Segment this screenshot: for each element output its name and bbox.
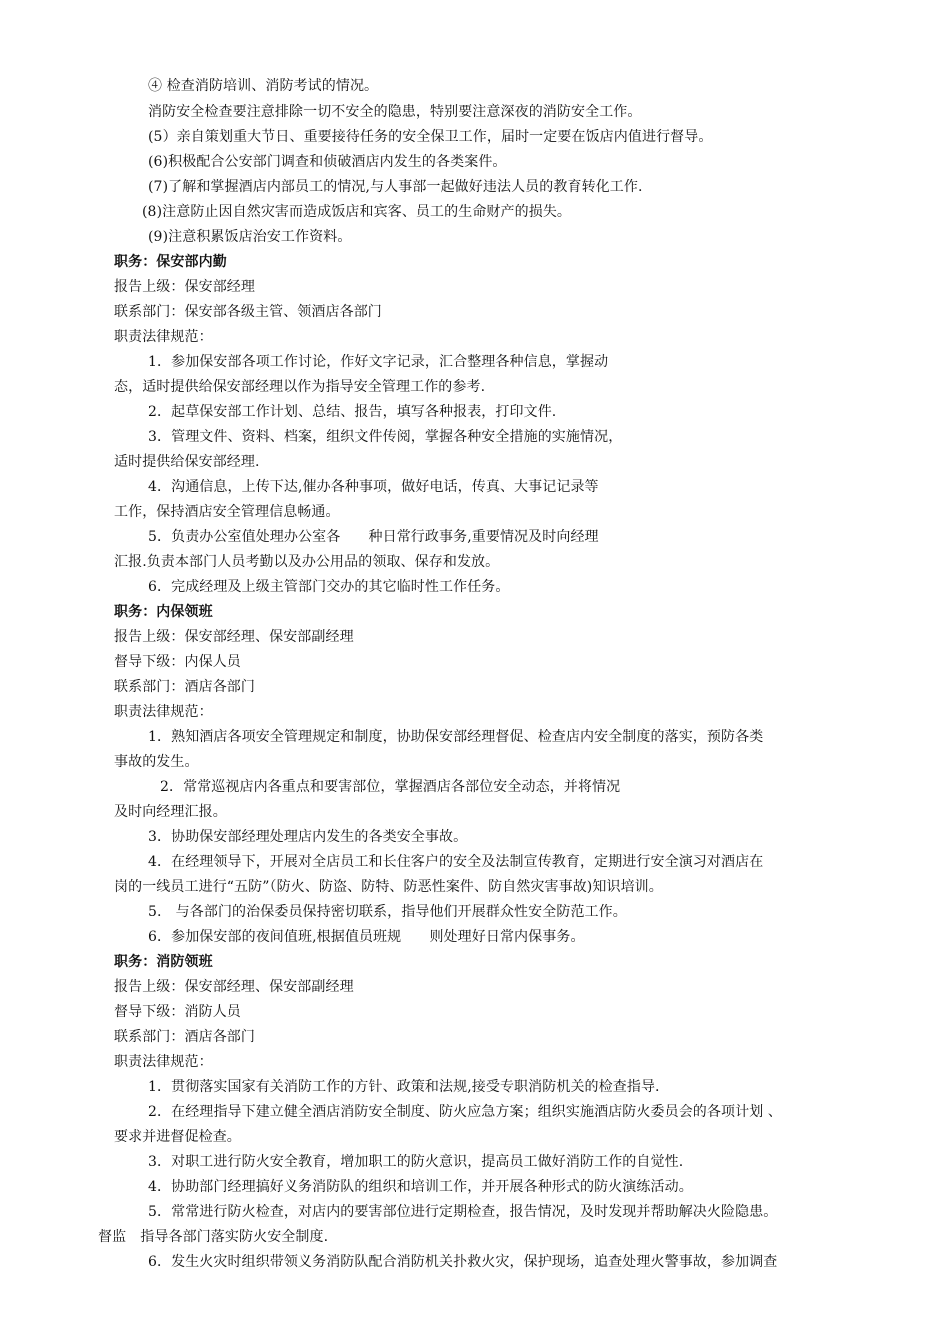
text-line: 2．起草保安部工作计划、总结、报告，填写各种报表，打印文件. — [148, 404, 557, 420]
text-line: 岗的一线员工进行“五防”（防火、防盗、防特、防恶性案件、防自然灾害事故)知识培训。 — [114, 879, 663, 895]
text-line: 督监 指导各部门落实防火安全制度. — [98, 1229, 329, 1245]
text-line: 5．负责办公室值处理办公室各 种日常行政事务,重要情况及时向经理 — [148, 529, 599, 545]
text-line: 报告上级：保安部经理、保安部副经理 — [114, 629, 354, 645]
text-line: 联系部门：酒店各部门 — [114, 679, 255, 695]
text-line: (6)积极配合公安部门调查和侦破酒店内发生的各类案件。 — [148, 154, 507, 170]
text-line: 3．协助保安部经理处理店内发生的各类安全事故。 — [148, 829, 468, 845]
text-line: ④ 检查消防培训、消防考试的情况。 — [148, 78, 379, 94]
text-line: 职责法律规范： — [114, 704, 213, 720]
text-line: 督导下级：内保人员 — [114, 654, 241, 670]
text-line: 工作，保持酒店安全管理信息畅通。 — [114, 504, 340, 520]
text-line: 适时提供给保安部经理. — [114, 454, 260, 470]
text-line: 6．参加保安部的夜间值班,根据值员班规 则处理好日常内保事务。 — [148, 929, 585, 945]
text-line: 事故的发生。 — [114, 754, 199, 770]
text-line: 3．管理文件、资料、档案，组织文件传阅，掌握各种安全措施的实施情况， — [148, 429, 623, 445]
text-line: 职责法律规范： — [114, 329, 213, 345]
text-line: 2．常常巡视店内各重点和要害部位，掌握酒店各部位安全动态，并将情况 — [160, 779, 621, 795]
text-line: (5）亲自策划重大节日、重要接待任务的安全保卫工作，届时一定要在饭店内值进行督导。 — [148, 129, 713, 145]
text-line: 2．在经理指导下建立健全酒店消防安全制度、防火应急方案；组织实施酒店防火委员会的各项计划 、 — [148, 1104, 782, 1120]
text-line: 3．对职工进行防火安全教育，增加职工的防火意识，提高员工做好消防工作的自觉性. — [148, 1154, 684, 1170]
text-line: (8)注意防止因自然灾害而造成饭店和宾客、员工的生命财产的损失。 — [142, 204, 572, 220]
text-line: (7)了解和掌握酒店内部员工的情况,与人事部一起做好违法人员的教育转化工作. — [148, 179, 643, 195]
text-line: 报告上级：保安部经理、保安部副经理 — [114, 979, 354, 995]
section-heading: 职务：内保领班 — [114, 604, 213, 620]
text-line: 6．完成经理及上级主管部门交办的其它临时性工作任务。 — [148, 579, 510, 595]
section-heading: 职务：保安部内勤 — [114, 254, 227, 270]
text-line: 5．常常进行防火检查，对店内的要害部位进行定期检查，报告情况，及时发现并帮助解决火险隐患。 — [148, 1204, 778, 1220]
text-line: 5. 与各部门的治保委员保持密切联系，指导他们开展群众性安全防范工作。 — [148, 904, 627, 920]
text-line: 职责法律规范： — [114, 1054, 213, 1070]
text-line: 1．熟知酒店各项安全管理规定和制度，协助保安部经理督促、检查店内安全制度的落实，预防各类 — [148, 729, 764, 745]
text-line: 报告上级：保安部经理 — [114, 279, 255, 295]
text-line: 4．在经理领导下，开展对全店员工和长住客户的安全及法制宣传教育，定期进行安全演习对酒店在 — [148, 854, 764, 870]
text-line: 要求并进督促检查。 — [114, 1129, 241, 1145]
text-line: 1．参加保安部各项工作讨论，作好文字记录，汇合整理各种信息，掌握动 — [148, 354, 609, 370]
text-line: 6．发生火灾时组织带领义务消防队配合消防机关扑救火灾，保护现场，追查处理火警事故，参加调查 — [148, 1254, 778, 1270]
text-line: 态，适时提供给保安部经理以作为指导安全管理工作的参考. — [114, 379, 486, 395]
text-line: 4．沟通信息，上传下达,催办各种事项，做好电话，传真、大事记记录等 — [148, 479, 599, 495]
text-line: 汇报.负责本部门人员考勤以及办公用品的领取、保存和发放。 — [114, 554, 500, 570]
section-heading: 职务：消防领班 — [114, 954, 213, 970]
text-line: 联系部门：保安部各级主管、领酒店各部门 — [114, 304, 382, 320]
text-line: 1．贯彻落实国家有关消防工作的方针、政策和法规,接受专职消防机关的检查指导. — [148, 1079, 660, 1095]
text-line: 督导下级：消防人员 — [114, 1004, 241, 1020]
text-line: 及时向经理汇报。 — [114, 804, 227, 820]
text-line: (9)注意积累饭店治安工作资料。 — [148, 229, 352, 245]
text-line: 联系部门：酒店各部门 — [114, 1029, 255, 1045]
text-line: 4．协助部门经理搞好义务消防队的组织和培训工作，并开展各种形式的防火演练活动。 — [148, 1179, 693, 1195]
text-line: 消防安全检查要注意排除一切不安全的隐患，特别要注意深夜的消防安全工作。 — [148, 104, 642, 120]
